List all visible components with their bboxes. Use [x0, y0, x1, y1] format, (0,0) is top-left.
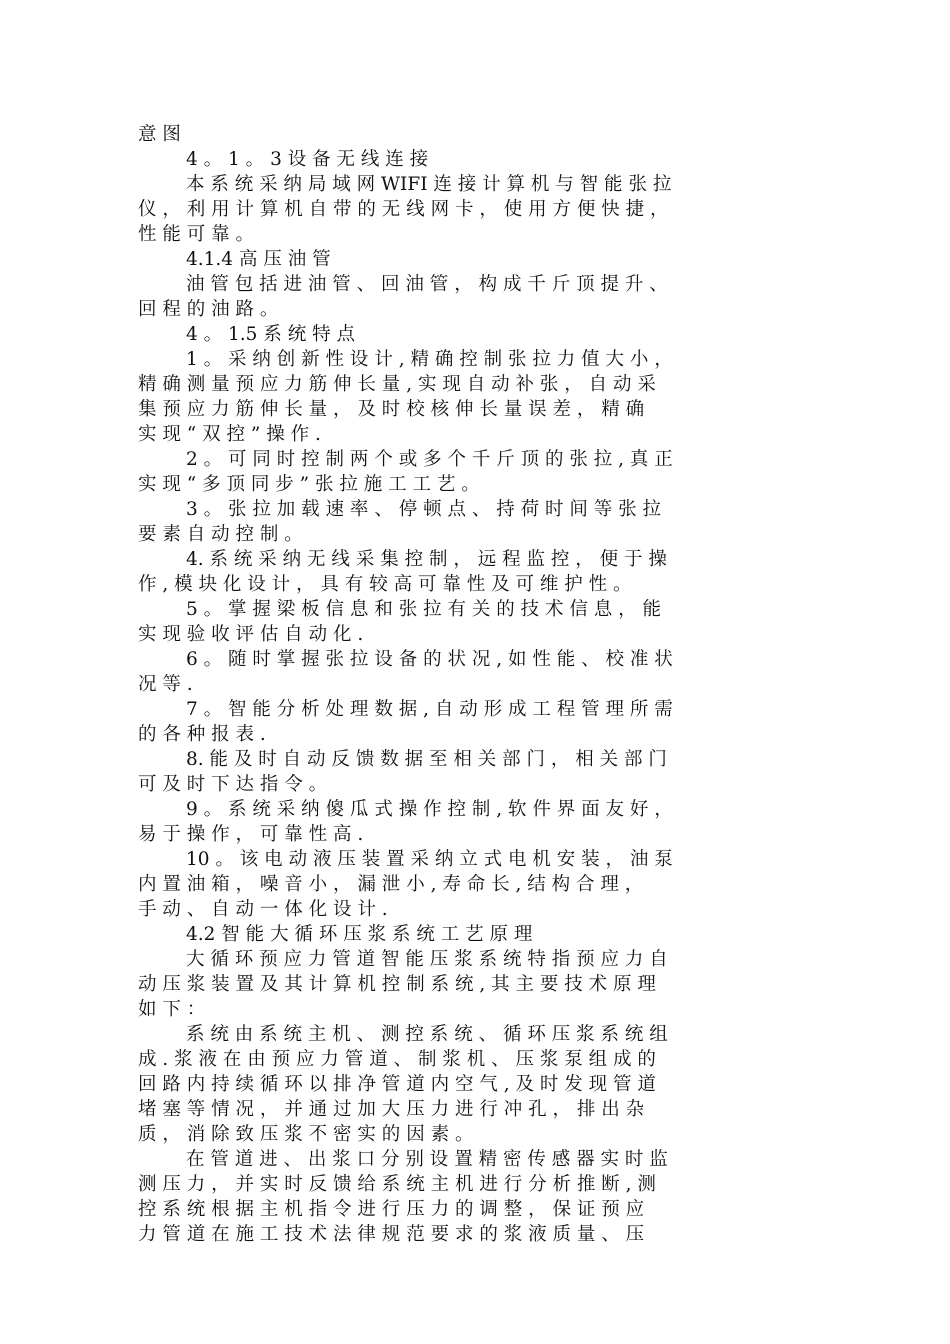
- text-line: 手 动 、 自 动 一 体 化 设 计 .: [138, 899, 388, 920]
- text-line: 回 路 内 持 续 循 环 以 排 净 管 道 内 空 气 , 及 时 发 现 管 道: [138, 1074, 656, 1095]
- text-line: 9 。 系 统 采 纳 傻 瓜 式 操 作 控 制 , 软 件 界 面 友 好 ，: [186, 799, 673, 820]
- text-line: 7 。 智 能 分 析 处 理 数 据 , 自 动 形 成 工 程 管 理 所 需: [186, 699, 673, 720]
- text-line: 可 及 时 下 达 指 令 。: [138, 774, 328, 795]
- text-line: 6 。 随 时 掌 握 张 拉 设 备 的 状 况 , 如 性 能 、 校 准 状: [186, 649, 673, 670]
- text-line: 4. 系 统 采 纳 无 线 采 集 控 制 ， 远 程 监 控 ， 便 于 操: [186, 549, 667, 570]
- text-line: 作 , 模 块 化 设 计 ， 具 有 较 高 可 靠 性 及 可 维 护 性 。: [138, 574, 632, 595]
- text-line: 4.1.4 高 压 油 管: [186, 249, 331, 270]
- text-line: 意 图: [138, 124, 181, 145]
- text-line: 实 现 “ 多 顶 同 步 ” 张 拉 施 工 工 艺 。: [138, 474, 480, 495]
- text-line: 力 管 道 在 施 工 技 术 法 律 规 范 要 求 的 浆 液 质 量 、 压: [138, 1224, 645, 1245]
- text-line: 堵 塞 等 情 况 ， 并 通 过 加 大 压 力 进 行 冲 孔 ， 排 出 杂: [138, 1099, 645, 1120]
- text-line: 性 能 可 靠 。: [138, 224, 255, 245]
- text-line: 油 管 包 括 进 油 管 、 回 油 管 ， 构 成 千 斤 顶 提 升 、: [186, 274, 668, 295]
- text-line: 在 管 道 进 、 出 浆 口 分 别 设 置 精 密 传 感 器 实 时 监: [186, 1149, 668, 1170]
- text-line: 本 系 统 采 纳 局 域 网 WIFI 连 接 计 算 机 与 智 能 张 拉: [186, 174, 672, 195]
- text-line: 集 预 应 力 筋 伸 长 量 ， 及 时 校 核 伸 长 量 误 差 ， 精 确: [138, 399, 645, 420]
- text-line: 易 于 操 作 ， 可 靠 性 高 .: [138, 824, 364, 845]
- text-line: 成 . 浆 液 在 由 预 应 力 管 道 、 制 浆 机 、 压 浆 泵 组 成 的: [138, 1049, 656, 1070]
- text-line: 系 统 由 系 统 主 机 、 测 控 系 统 、 循 环 压 浆 系 统 组: [186, 1024, 668, 1045]
- text-line: 控 系 统 根 据 主 机 指 令 进 行 压 力 的 调 整 ， 保 证 预 应: [138, 1199, 645, 1220]
- document-body: [138, 122, 846, 1247]
- text-line: 要 素 自 动 控 制 。: [138, 524, 303, 545]
- text-line: 回 程 的 油 路 。: [138, 299, 279, 320]
- text-line: 仪 ， 利 用 计 算 机 自 带 的 无 线 网 卡 ， 使 用 方 便 快 捷 ，: [138, 199, 669, 220]
- text-line: 况 等 .: [138, 674, 193, 695]
- text-line: 内 置 油 箱 ， 噪 音 小 ， 漏 泄 小 , 寿 命 长 , 结 构 合 理 ，: [138, 874, 644, 895]
- text-line: 如 下 ：: [138, 999, 206, 1020]
- text-line: 2 。 可 同 时 控 制 两 个 或 多 个 千 斤 顶 的 张 拉 , 真 正: [186, 449, 673, 470]
- text-line: 测 压 力 ， 并 实 时 反 馈 给 系 统 主 机 进 行 分 析 推 断 , 测: [138, 1174, 656, 1195]
- text-line: 实 现 “ 双 控 ” 操 作 .: [138, 424, 321, 445]
- text-line: 质 ， 消 除 致 压 浆 不 密 实 的 因 素 。: [138, 1124, 474, 1145]
- text-line: 精 确 测 量 预 应 力 筋 伸 长 量 , 实 现 自 动 补 张 ， 自 动 采: [138, 374, 656, 395]
- text-line: 4 。 1 。 3 设 备 无 线 连 接: [186, 149, 429, 170]
- text-line: 5 。 掌 握 梁 板 信 息 和 张 拉 有 关 的 技 术 信 息 ， 能: [186, 599, 662, 620]
- text-line: 4 。 1.5 系 统 特 点: [186, 324, 355, 345]
- text-line: 10 。 该 电 动 液 压 装 置 采 纳 立 式 电 机 安 装 ， 油 泵: [186, 849, 673, 870]
- text-line: 大 循 环 预 应 力 管 道 智 能 压 浆 系 统 特 指 预 应 力 自: [186, 949, 668, 970]
- text-line: 的 各 种 报 表 .: [138, 724, 266, 745]
- text-line: 8. 能 及 时 自 动 反 馈 数 据 至 相 关 部 门 ， 相 关 部 门: [186, 749, 667, 770]
- text-line: 4.2 智 能 大 循 环 压 浆 系 统 工 艺 原 理: [186, 924, 533, 945]
- text-line: 实 现 验 收 评 估 自 动 化 .: [138, 624, 364, 645]
- text-line: 1 。 采 纳 创 新 性 设 计 , 精 确 控 制 张 拉 力 值 大 小 ，: [186, 349, 673, 370]
- text-line: 动 压 浆 装 置 及 其 计 算 机 控 制 系 统 , 其 主 要 技 术 原 理: [138, 974, 656, 995]
- text-line: 3 。 张 拉 加 载 速 率 、 停 顿 点 、 持 荷 时 间 等 张 拉: [186, 499, 662, 520]
